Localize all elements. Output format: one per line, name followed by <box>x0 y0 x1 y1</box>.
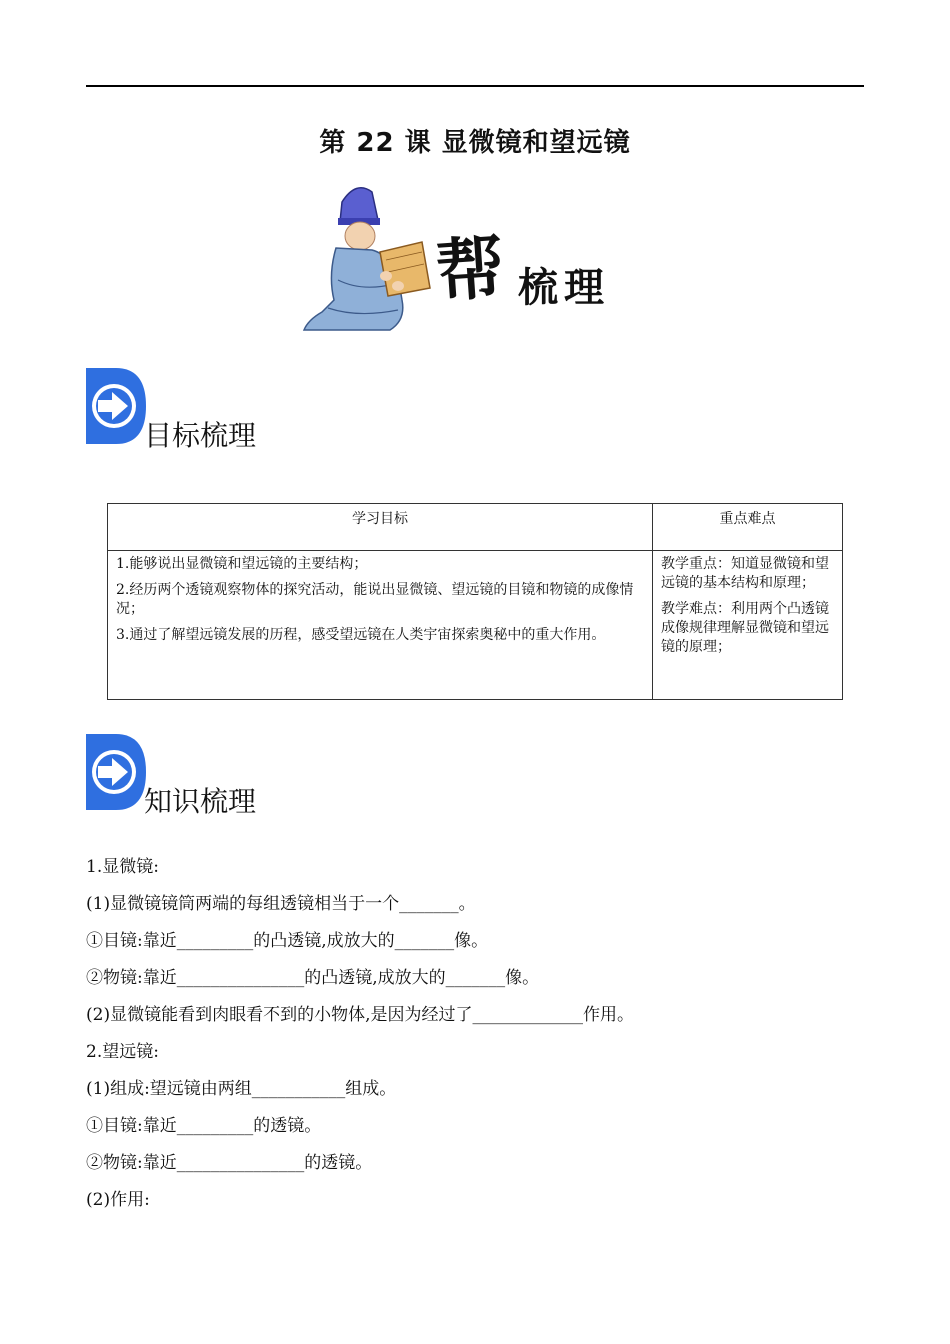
section-title-goals: 目标梳理 <box>144 419 257 452</box>
objectives-cell <box>108 551 653 700</box>
key-points-cell <box>653 551 843 700</box>
arrow-right-icon <box>86 734 146 810</box>
knowledge-content <box>86 855 866 1225</box>
table-body-row <box>108 551 843 700</box>
table-header-row <box>108 504 843 551</box>
knowledge-line: ②物镜:靠近_______________的凸透镜,成放大的_______像。 <box>86 968 540 988</box>
goals-table <box>107 503 843 700</box>
header-rule <box>86 85 864 87</box>
objective-item: 3.通过了解望远镜发展的历程，感受望远镜在人类宇宙探索奥秘中的重大作用。 <box>116 627 606 643</box>
knowledge-line: 1.显微镜: <box>86 857 159 877</box>
banner-big-char: 帮 <box>433 227 508 313</box>
knowledge-line: (1)显微镜镜筒两端的每组透镜相当于一个_______。 <box>86 894 476 914</box>
objective-item: 2.经历两个透镜观察物体的探究活动，能说出显微镜、望远镜的目镜和物镜的成像情况； <box>116 582 634 617</box>
banner <box>298 180 628 340</box>
key-point-item: 教学难点：利用两个凸透镜成像规律理解显微镜和望远镜的原理； <box>661 601 829 655</box>
knowledge-line: 2.望远镜: <box>86 1042 159 1062</box>
knowledge-line: (2)显微镜能看到肉眼看不到的小物体,是因为经过了_____________作用。 <box>86 1005 634 1025</box>
knowledge-line: ②物镜:靠近_______________的透镜。 <box>86 1153 373 1173</box>
scholar-illustration <box>298 180 438 340</box>
knowledge-line: ①目镜:靠近_________的凸透镜,成放大的_______像。 <box>86 931 489 951</box>
knowledge-line: (1)组成:望远镜由两组___________组成。 <box>86 1079 397 1099</box>
section-title-knowledge: 知识梳理 <box>144 785 257 818</box>
page-title: 第 22 课 显微镜和望远镜 <box>319 128 631 158</box>
knowledge-line: ①目镜:靠近_________的透镜。 <box>86 1116 322 1136</box>
knowledge-line: (2)作用: <box>86 1190 150 1210</box>
key-point-item: 教学重点：知道显微镜和望远镜的基本结构和原理； <box>661 556 829 591</box>
header-key-points: 重点难点 <box>653 504 843 551</box>
banner-small-text: 梳理 <box>518 264 610 311</box>
arrow-right-icon <box>86 368 146 444</box>
header-objectives: 学习目标 <box>108 504 653 551</box>
objective-item: 1.能够说出显微镜和望远镜的主要结构； <box>116 556 368 572</box>
